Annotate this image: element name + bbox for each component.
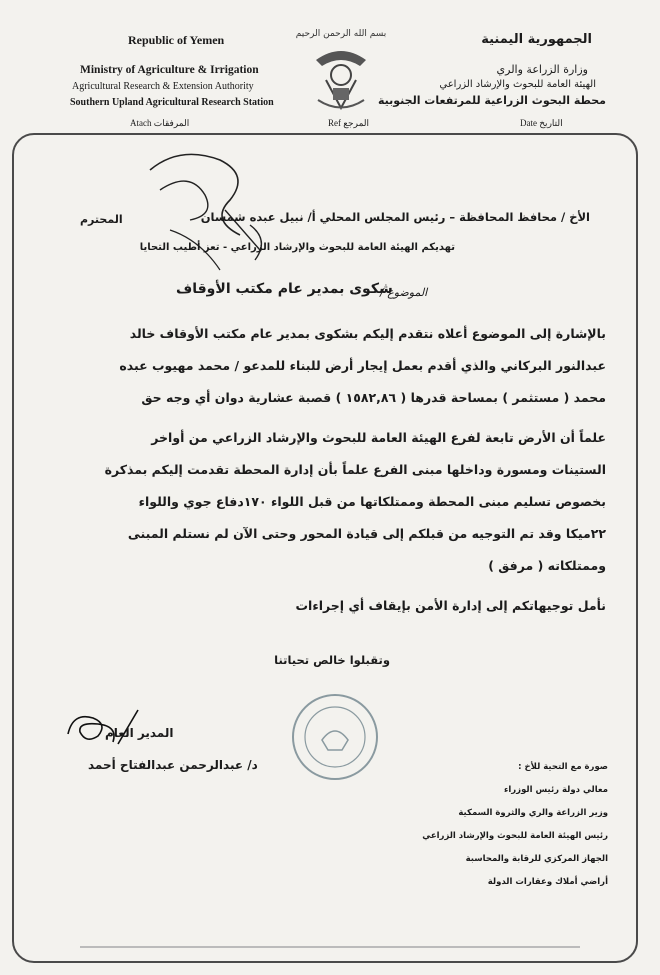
paragraph-1-line-1: بالإشارة إلى الموضوع أعلاه نتقدم إليكم بشكوى بمدير عام مكتب الأوقاف خالد	[129, 326, 606, 341]
request-line: نأمل توجيهاتكم إلى إدارة الأمن بإيقاف أي إجراءات	[295, 598, 606, 613]
cc-item: أراضي أملاك وعقارات الدولة	[487, 877, 608, 887]
footer-contact-strip	[40, 940, 620, 956]
ref-label: Ref المرجع	[328, 118, 370, 128]
attach-label: Atach المرفقات	[130, 118, 190, 128]
date-label: Date التاريخ	[520, 118, 563, 128]
subject-label: الموضوع /	[380, 286, 428, 299]
paragraph-2-line-3: بخصوص تسليم مبنى المحطة وممتلكاتها من قبل اللواء ١٧٠دفاع جوي واللواء	[138, 494, 606, 509]
paragraph-2-line-5: وممتلكاته ( مرفق )	[488, 558, 606, 573]
official-stamp-icon	[290, 692, 380, 782]
closing-line: وتقبلوا خالص تحياتنا	[274, 653, 390, 667]
paragraph-2-line-1: علماً أن الأرض تابعة لفرع الهيئة العامة للبحوث والإرشاد الزراعي من أواخر	[151, 430, 606, 445]
signature-name: د/ عبدالرحمن عبدالفتاح أحمد	[88, 758, 258, 772]
reference-line	[60, 118, 600, 132]
header-en-station: Southern Upland Agricultural Research Station	[70, 97, 274, 108]
cc-item: معالي دولة رئيس الوزراء	[504, 785, 608, 795]
paragraph-1-line-3: محمد ( مستثمر ) بمساحة قدرها ( ١٥٨٢,٨٦ ) قصبة عشارية دوان أي وجه حق	[141, 390, 606, 405]
header-ar-country: الجمهورية اليمنية	[481, 32, 592, 47]
cc-item: الجهاز المركزي للرقابة والمحاسبة	[465, 854, 608, 864]
header-ar-station: محطة البحوث الزراعية للمرتفعات الجنوبية	[377, 94, 606, 107]
paragraph-2-line-2: الستينات ومسورة وداخلها مبنى الفرع علماً بأن إدارة المحطة تقدمت إليكم بمذكرة	[104, 462, 606, 477]
basmala-text: بسم الله الرحمن الرحيم	[296, 29, 386, 39]
cc-item: رئيس الهيئة العامة للبحوث والإرشاد الزراعي	[422, 831, 608, 841]
cc-heading: صورة مع التحية للأخ :	[518, 762, 608, 772]
courtesy-line: تهديكم الهيئة العامة للبحوث والإرشاد الزراعي - تعز أطيب التحايا	[139, 242, 455, 253]
paragraph-1-line-2: عبدالنور البركاني والذي أقدم بعمل إيجار أرض للبناء للمدعو / محمد مهيوب عبده	[119, 358, 606, 373]
subject-text: شكوى بمدير عام مكتب الأوقاف	[176, 281, 393, 297]
header-en-ministry: Ministry of Agriculture & Irrigation	[80, 64, 259, 76]
header-ar-authority: الهيئة العامة للبحوث والإرشاد الزراعي	[439, 79, 596, 90]
signature-title: المدير العام	[105, 726, 174, 740]
greeting-title: المحترم	[80, 213, 123, 226]
header-en-country: Republic of Yemen	[128, 33, 225, 47]
addressee: الأخ / محافظ المحافظة – رئيس المجلس المحلي أ/ نبيل عبده شمسان	[200, 210, 590, 224]
cc-item: وزير الزراعة والري والثروة السمكية	[458, 808, 608, 818]
header-en-authority: Agricultural Research & Extension Authority	[72, 81, 254, 92]
header-ar-ministry: وزارة الزراعة والري	[496, 63, 588, 76]
yemen-emblem-icon	[296, 20, 386, 120]
paragraph-2-line-4: ٢٢ميكا وقد تم التوجيه من قبلكم إلى قيادة المحور وحتى الآن لم نستلم المبنى	[127, 526, 606, 541]
